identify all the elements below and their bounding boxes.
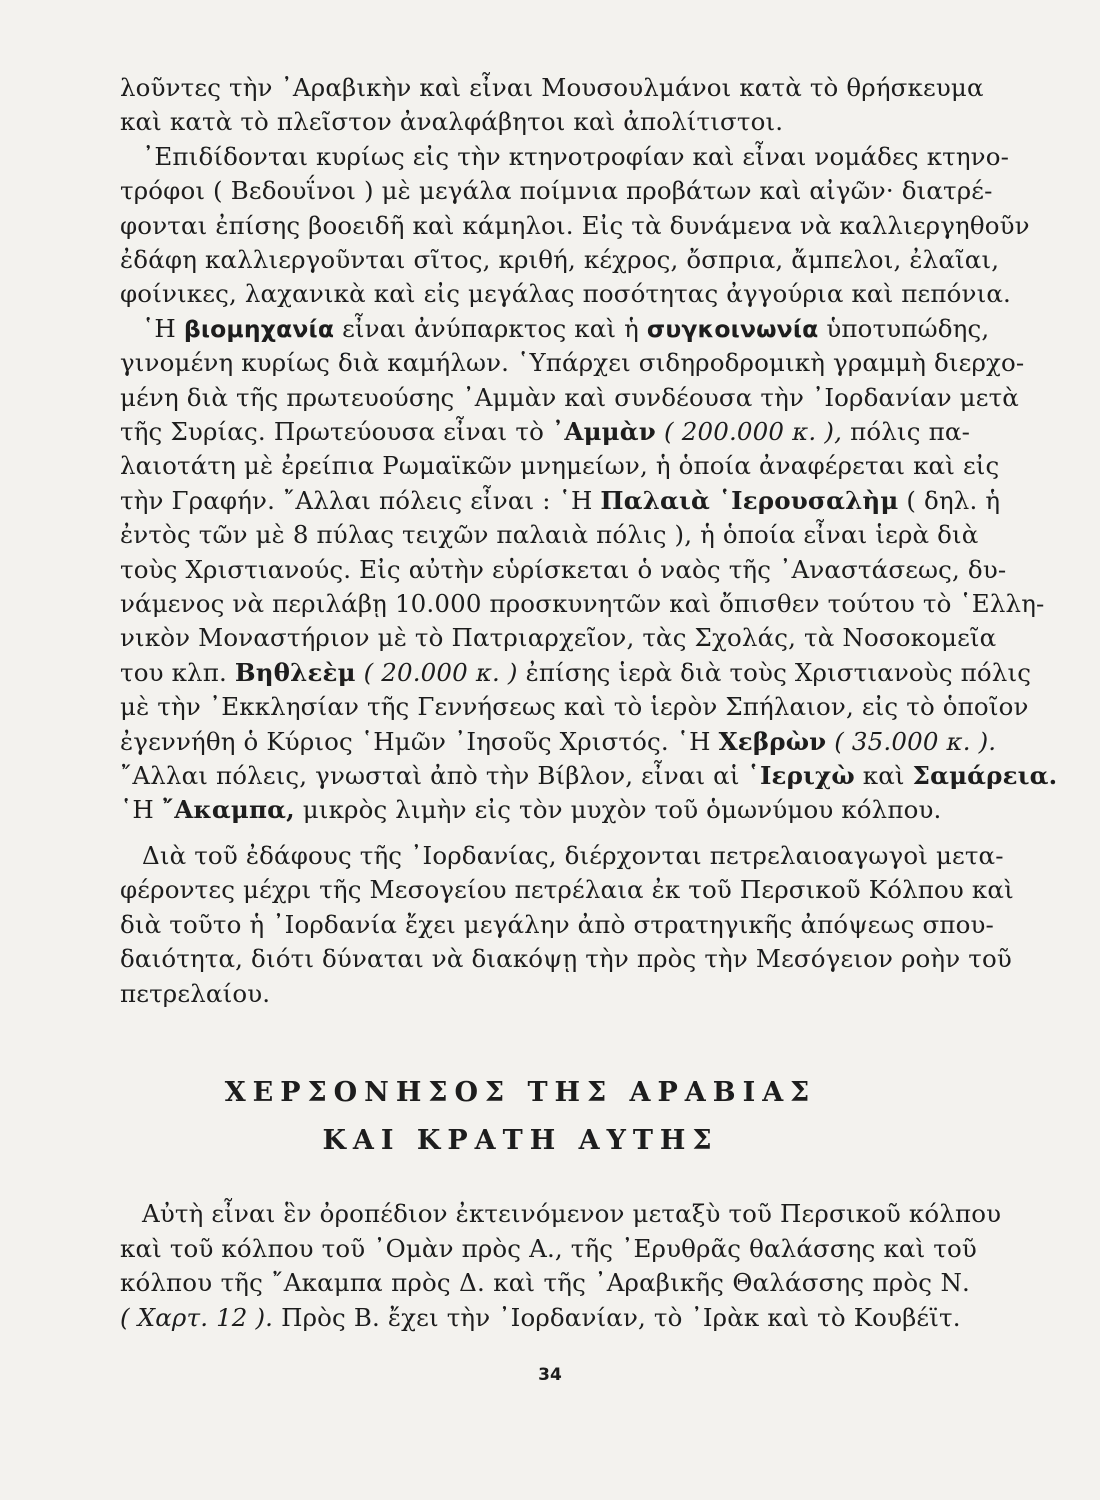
text-segment: νικὸν Μοναστήριον μὲ τὸ Πατριαρχεῖον, τὰς Σχολάς, τὰ Νοσοκομεῖα — [120, 623, 997, 653]
text-line — [120, 691, 1029, 725]
text-line — [120, 909, 994, 943]
text-segment: καὶ κατὰ τὸ πλεῖστον ἀναλφάβητοι καὶ ἀπολίτιστοι. — [120, 107, 784, 137]
text-segment: μικρὸς λιμὴν εἰς τὸν μυχὸν τοῦ ὁμωνύμου κόλπου. — [294, 795, 942, 825]
text-segment: πόλις πα- — [842, 417, 970, 446]
text-segment: εἶναι ἀνύπαρκτος καὶ ἡ — [334, 313, 647, 343]
text-line — [120, 175, 993, 209]
text-segment: μένη διὰ τῆς πρωτευούσης ᾿Αμμὰν καὶ συνδέουσα τὴν ᾿Ιορδανίαν μετὰ — [120, 382, 1019, 412]
text-line — [120, 1267, 970, 1301]
text-segment: Αὐτὴ εἶναι ἓν ὀροπέδιον ἐκτεινόμενον μεταξὺ τοῦ Περσικοῦ κόλπου — [142, 1199, 1002, 1228]
text-line — [120, 347, 1025, 381]
text-segment: ᾿Αμμὰν — [552, 417, 656, 446]
text-line — [120, 485, 1001, 519]
text-line — [120, 210, 1030, 244]
text-line — [120, 874, 1014, 908]
text-segment: ( 35.000 κ. ). — [826, 726, 997, 756]
text-line — [120, 726, 997, 760]
text-segment: ἐγεννήθη ὁ Κύριος ῾Ημῶν ᾿Ιησοῦς Χριστός. ῾Η — [120, 726, 719, 756]
text-segment: νάμενος νὰ περιλάβῃ 10.000 προσκυνητῶν καὶ ὄπισθεν τούτου τὸ ῾Ελλη- — [120, 589, 1045, 618]
text-segment: ῾Η — [120, 795, 162, 825]
section-heading-line1: ΧΕΡΣΟΝΗΣΟΣ ΤΗΣ ΑΡΑΒΙΑΣ — [224, 1077, 817, 1108]
text-line — [120, 794, 970, 828]
text-segment: Χεβρὼν — [718, 726, 827, 756]
text-segment: ῾Η — [142, 313, 184, 343]
text-segment: Βηθλεὲμ — [234, 657, 356, 687]
text-line — [120, 313, 990, 347]
text-segment: καὶ — [854, 761, 913, 790]
text-segment: βιομηχανία — [183, 314, 335, 343]
text-line — [120, 278, 1011, 312]
text-segment: Σαμάρεια. — [912, 761, 1058, 790]
text-line — [120, 450, 1000, 484]
text-segment: γινομένη κυρίως διὰ καμήλων. ῾Υπάρχει σιδηροδρομικὴ γραμμὴ διερχο- — [120, 348, 1025, 378]
text-segment: τοὺς Χριστιανούς. Εἰς αὐτὴν εὑρίσκεται ὁ ναὸς τῆς ᾿Αναστάσεως, δυ- — [120, 554, 1007, 584]
text-segment: διὰ τοῦτο ἡ ᾿Ιορδανία ἔχει μεγάλην ἀπὸ στρατηγικῆς ἀπόψεως σπου- — [120, 909, 994, 939]
text-line — [120, 978, 970, 1012]
text-segment: Παλαιὰ ῾Ιερουσαλὴμ — [600, 485, 899, 515]
text-segment: τρόφοι ( Βεδουΐνοι ) μὲ μεγάλα ποίμνια προβάτων καὶ αἰγῶν· διατρέ- — [120, 176, 993, 206]
page-number: 34 — [538, 1365, 562, 1385]
text-segment: πετρελαίου. — [120, 978, 271, 1008]
text-segment: λαιοτάτη μὲ ἐρείπια Ρωμαϊκῶν μνημείων, ἡ ὁποία ἀναφέρεται καὶ εἰς — [120, 451, 1000, 481]
text-line — [120, 657, 1032, 691]
text-segment: φοίνικες, λαχανικὰ καὶ εἰς μεγάλας ποσότητας ἀγγούρια καὶ πεπόνια. — [120, 279, 1011, 309]
text-segment: ( δηλ. ἡ — [898, 485, 1001, 515]
text-segment: μὲ τὴν ᾿Εκκλησίαν τῆς Γεννήσεως καὶ τὸ ἱερὸν Σπήλαιον, εἰς τὸ ὁποῖον — [120, 692, 1029, 722]
text-segment: ( 20.000 κ. ) — [355, 657, 518, 687]
text-segment: φέροντες μέχρι τῆς Μεσογείου πετρέλαια ἐκ τοῦ Περσικοῦ Κόλπου καὶ — [120, 875, 1014, 905]
text-segment: Διὰ τοῦ ἐδάφους τῆς ᾿Ιορδανίας, διέρχονται πετρελαιοαγωγοὶ μετα- — [142, 841, 1004, 870]
text-line — [120, 382, 1019, 416]
text-line — [120, 72, 984, 106]
text-segment: λοῦντες τὴν ᾿Αραβικὴν καὶ εἶναι Μουσουλμάνοι κατὰ τὸ θρήσκευμα — [120, 73, 984, 102]
text-line — [120, 554, 1007, 588]
text-segment: ( 200.000 κ. ), — [655, 417, 843, 446]
text-segment: ( Χαρτ. 12 ). — [120, 1302, 274, 1332]
text-segment: κόλπου τῆς ῎Ακαμπα πρὸς Δ. καὶ τῆς ᾿Αραβικῆς Θαλάσσης πρὸς Ν. — [120, 1268, 970, 1298]
section-heading-line2: ΚΑΙ ΚΡΑΤΗ ΑΥΤΗΣ — [322, 1125, 719, 1156]
text-line — [120, 943, 1012, 977]
text-line — [120, 1233, 977, 1267]
text-line — [120, 1302, 970, 1336]
text-segment: τῆς Συρίας. Πρωτεύουσα εἶναι τὸ — [120, 417, 553, 446]
text-line — [120, 141, 1010, 175]
text-segment: καὶ τοῦ κόλπου τοῦ ᾿Ομὰν πρὸς Α., τῆς ᾿Ερυθρᾶς θαλάσσης καὶ τοῦ — [120, 1233, 977, 1263]
text-segment: δαιότητα, διότι δύναται νὰ διακόψῃ τὴν πρὸς τὴν Μεσόγειον ροὴν τοῦ — [120, 944, 1012, 974]
text-line — [120, 519, 979, 553]
text-segment: τὴν Γραφήν. ῎Αλλαι πόλεις εἶναι : ῾Η — [120, 485, 601, 515]
text-line — [120, 1198, 1002, 1232]
text-segment: ᾿Επιδίδονται κυρίως εἰς τὴν κτηνοτροφίαν καὶ εἶναι νομάδες κτηνο- — [142, 141, 1010, 171]
text-segment: ἐδάφη καλλιεργοῦνται σῖτος, κριθή, κέχρος, ὄσπρια, ἄμπελοι, ἐλαῖαι, — [120, 245, 1000, 274]
text-line — [120, 588, 1045, 622]
text-segment: ῎Ακαμπα, — [161, 795, 295, 825]
text-segment: ὑποτυπώδης, — [818, 313, 990, 343]
text-segment: συγκοινωνία — [646, 314, 819, 343]
text-segment: ῎Αλλαι πόλεις, γνωσταὶ ἀπὸ τὴν Βίβλον, εἶναι αἱ — [120, 761, 748, 790]
text-segment: ῾Ιεριχὼ — [747, 761, 855, 790]
text-line — [120, 244, 1000, 278]
text-segment: του κλπ. — [120, 657, 235, 687]
text-line — [120, 106, 970, 140]
text-segment: ἐπίσης ἱερὰ διὰ τοὺς Χριστιανοὺς πόλις — [517, 657, 1032, 687]
text-line — [120, 760, 1058, 794]
text-segment: φονται ἐπίσης βοοειδῆ καὶ κάμηλοι. Εἰς τὰ δυνάμενα νὰ καλλιεργηθοῦν — [120, 210, 1030, 240]
text-segment: Πρὸς Β. ἔχει τὴν ᾿Ιορδανίαν, τὸ ᾿Ιρὰκ καὶ τὸ Κουβέϊτ. — [273, 1302, 961, 1332]
text-line — [120, 622, 997, 656]
text-line — [120, 840, 1004, 874]
text-line — [120, 416, 970, 450]
text-segment: ἐντὸς τῶν μὲ 8 πύλας τειχῶν παλαιὰ πόλις ), ἡ ὁποία εἶναι ἱερὰ διὰ — [120, 520, 979, 550]
